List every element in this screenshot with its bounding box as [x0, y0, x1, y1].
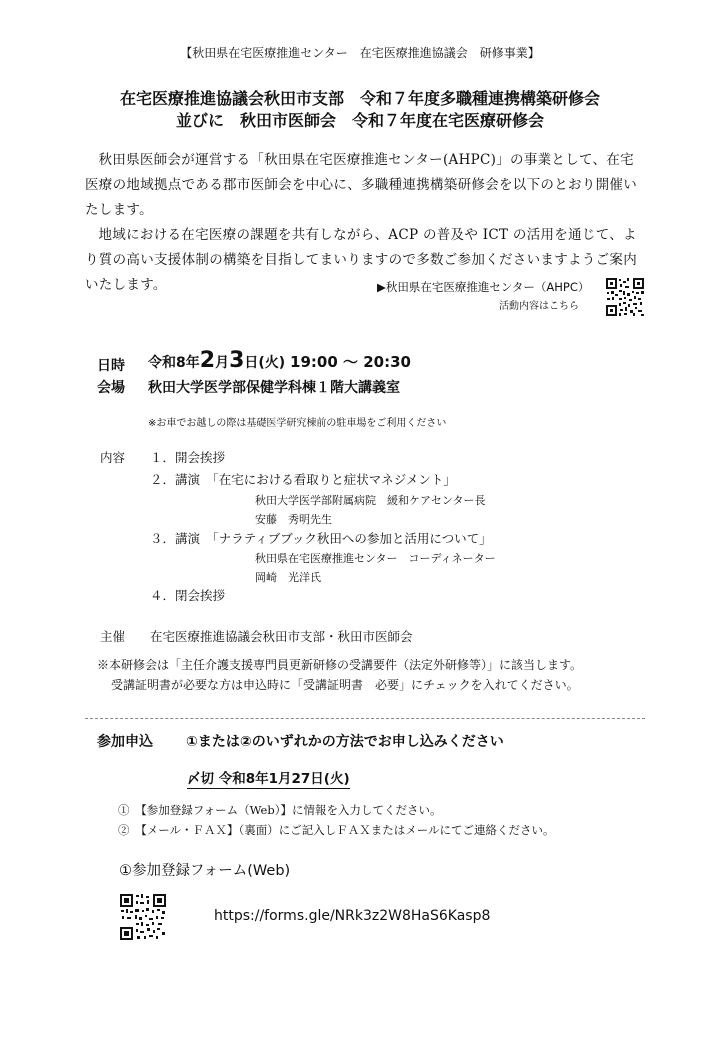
section-divider — [85, 718, 645, 719]
application-label: 参加申込 — [97, 734, 153, 750]
venue-label: 会場 — [97, 380, 125, 396]
program-item-3-speaker: 岡崎 光洋氏 — [255, 571, 321, 584]
application-deadline: 〆切 令和8年1月27日(火) — [187, 767, 350, 789]
page-title-line1: 在宅医療推進協議会秋田市支部 令和７年度多職種連携構築研修会 — [119, 89, 600, 108]
ahpc-qr-code-icon[interactable] — [605, 277, 645, 317]
datetime-era: 令和8年 — [148, 355, 200, 371]
datetime-value — [148, 348, 411, 373]
organizer-value: 在宅医療推進協議会秋田市支部・秋田市医師会 — [150, 629, 413, 644]
datetime-day: 3 — [229, 348, 245, 373]
intro-paragraph-2: 地域における在宅医療の課題を共有しながら、ACP の普及や ICT の活用を通じて、より質の高い支援体制の構築を目指してまいりますので多数ご参加くださいますようご案内いたします。 — [85, 227, 637, 293]
datetime-month-unit: 月 — [215, 355, 230, 371]
program-label: 内容 — [100, 450, 126, 465]
certificate-note-line2: 受講証明書が必要な方は申込時に「受講証明書 必要」にチェックを入れてください。 — [111, 678, 579, 692]
datetime-weekday: (火) — [258, 355, 286, 371]
program-item-3-affiliation: 秋田県在宅医療推進センター コーディネーター — [255, 552, 496, 565]
program-item-2: ２．講演 「在宅における看取りと症状マネジメント」 — [150, 472, 456, 487]
certificate-note-line1: ※本研修会は「主任介護支援専門員更新研修の受講要件（法定外研修等）」に該当します。 — [97, 658, 583, 672]
datetime-time: 19:00 ～ 20:30 — [290, 353, 411, 371]
page-title-line2: 並びに 秋田市医師会 令和７年度在宅医療研修会 — [175, 111, 544, 130]
web-form-url[interactable]: https://forms.gle/NRk3z2W8HaS6Kasp8 — [214, 908, 491, 924]
program-item-3: ３．講演 「ナラティブブック秋田への参加と活用について」 — [150, 531, 492, 546]
web-form-qr-code-icon[interactable] — [119, 893, 167, 941]
application-method-2: ② 【メール・ＦＡＸ】（裏面）にご記入しＦＡＸまたはメールにてご連絡ください。 — [118, 823, 555, 837]
web-form-heading: ①参加登録フォーム(Web) — [119, 863, 291, 879]
ahpc-link-sub[interactable]: 活動内容はこちら — [499, 301, 579, 312]
parking-note: ※お車でお越しの際は基礎医学研究棟前の駐車場をご利用ください — [148, 418, 447, 429]
program-item-4: ４．閉会挨拶 — [150, 588, 226, 603]
datetime-day-unit: 日 — [244, 355, 259, 371]
application-method-1: ① 【参加登録フォーム（Web）】に情報を入力してください。 — [118, 803, 442, 817]
application-instruction: ①または②のいずれかの方法でお申し込みください — [186, 734, 504, 750]
organizer-label: 主催 — [100, 629, 126, 644]
header-tag: 【秋田県在宅医療推進センター 在宅医療推進協議会 研修事業】 — [180, 46, 540, 60]
ahpc-link-label[interactable]: ▶秋田県在宅医療推進センター（AHPC） — [377, 280, 590, 294]
program-item-2-affiliation: 秋田大学医学部附属病院 緩和ケアセンター長 — [255, 494, 486, 507]
program-item-2-speaker: 安藤 秀明先生 — [255, 513, 332, 526]
datetime-month: 2 — [199, 348, 216, 373]
intro-paragraph-1: 秋田県医師会が運営する「秋田県在宅医療推進センター(AHPC)」の事業として、在宅医療の地域拠点である郡市医師会を中心に、多職種連携構築研修会を以下のとおり開催いたします。 — [85, 152, 637, 218]
venue-value: 秋田大学医学部保健学科棟１階大講義室 — [148, 380, 400, 396]
datetime-label: 日時 — [97, 358, 125, 374]
program-item-1: １．開会挨拶 — [150, 450, 226, 465]
